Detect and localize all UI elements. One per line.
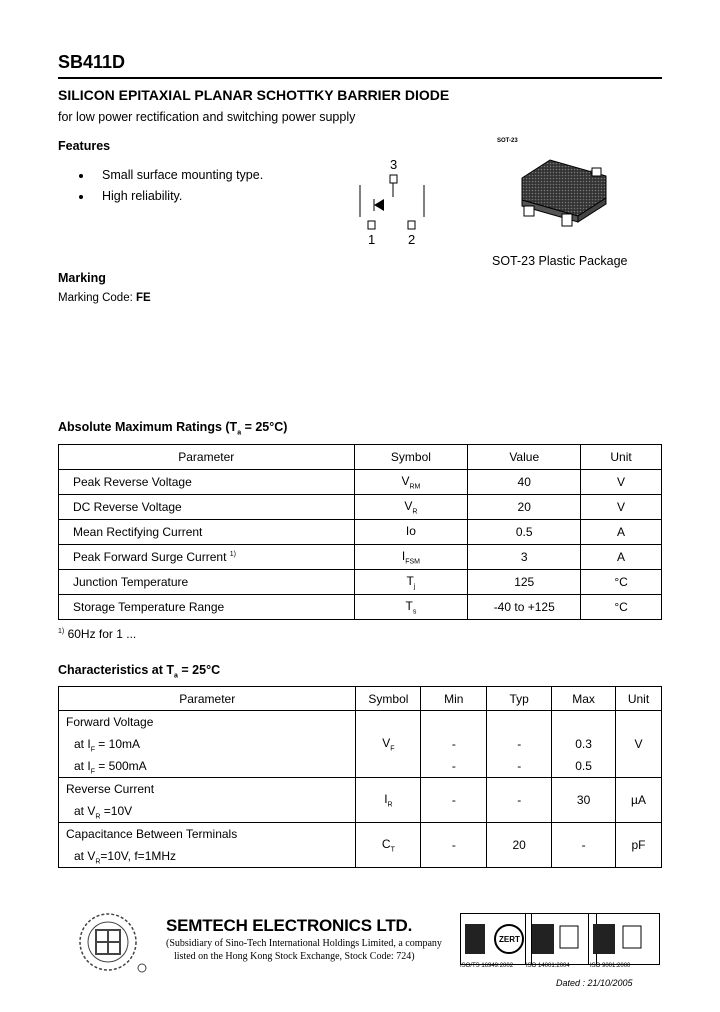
feature-text: Small surface mounting type. — [102, 168, 264, 182]
bullet-icon — [79, 195, 83, 199]
company-logo-icon — [74, 910, 150, 976]
table-row: DC Reverse Voltage $V_R$ 20 V — [59, 495, 662, 520]
pin3-label: 3 — [390, 157, 398, 172]
diode-symbol-icon — [374, 199, 384, 211]
company-subsidiary-line: (Subsidiary of Sino-Tech International Holdings Limited, a company — [166, 938, 442, 949]
company-name: SEMTECH ELECTRONICS LTD. — [166, 916, 413, 935]
dated-label: Dated : 21/10/2005 — [556, 978, 633, 988]
marking-code-value: FE — [135, 292, 151, 304]
certification-logo-icon — [525, 913, 597, 965]
sot23-package-image — [510, 150, 620, 235]
package-label: SOT-23 — [497, 138, 518, 144]
marking-code — [58, 292, 151, 304]
certification-logo-icon — [460, 913, 532, 965]
table-header-row: Parameter Symbol Min Typ Max Unit — [59, 687, 662, 711]
abs-max-heading: Absolute Maximum Ratings $(T_a = 25^\circ C)$ — [58, 420, 288, 437]
title-divider — [58, 77, 662, 79]
part-number: SB411D — [58, 52, 126, 72]
diode-schematic — [350, 155, 440, 250]
company-listing-line: listed on the Hong Kong Stock Exchange, Stock Code: 724) — [174, 951, 415, 962]
page-title: SILICON EPITAXIAL PLANAR SCHOTTKY BARRIER DIODE — [58, 87, 450, 103]
pin1-label: 1 — [368, 232, 376, 247]
marking-heading: Marking — [58, 271, 106, 285]
abs-max-table — [58, 444, 662, 620]
table-row: Storage Temperature Range $T_s$ -40 to +125 °C — [59, 595, 662, 620]
cert-id: ISO 14001:2004 — [526, 963, 570, 969]
feature-item — [102, 168, 263, 182]
certification-logo-icon — [588, 913, 660, 965]
table-header-row: Parameter Symbol Value Unit — [59, 445, 662, 470]
pin2-label: 2 — [408, 232, 416, 247]
table-row: Peak Reverse Voltage $V_{RM}$ 40 V — [59, 470, 662, 495]
page-subtitle: for low power rectification and switching power supply — [58, 110, 356, 124]
table-row: Peak Forward Surge Current $^{1)}$ $I_{FSM}$ 3 A — [59, 545, 662, 570]
footnote: $^{1)}$ 60Hz for 1 ... — [58, 627, 137, 641]
table-row: Junction Temperature $T_j$ 125 °C — [59, 570, 662, 595]
package-caption: SOT-23 Plastic Package — [492, 254, 628, 268]
characteristics-table — [58, 686, 662, 868]
table-row: Forward Voltage at $I_F = 10mA$ at $I_F = 500mA$ $V_F$ - - - - 0.3 0.5 V — [59, 711, 662, 778]
table-row: Capacitance Between Terminals at $V_R=10V$, f=1MHz $C_T$ - 20 - pF — [59, 823, 662, 868]
svg-text:ZERT: ZERT — [499, 935, 520, 944]
features-heading: Features — [58, 139, 111, 153]
table-row: Mean Rectifying Current Io 0.5 A — [59, 520, 662, 545]
feature-text: High reliability. — [102, 189, 183, 203]
cert-id: ISO 9001:2000 — [590, 963, 631, 969]
marking-code-label: Marking Code: — [58, 292, 136, 304]
characteristics-heading: Characteristics at $T_a = 25^\circ C$ — [58, 663, 221, 680]
svg-text:3: 3 — [590, 170, 593, 176]
bullet-icon — [79, 174, 83, 178]
feature-item — [102, 189, 182, 203]
table-row: Reverse Current at $V_R =10V$ $I_R$ - - 30 µA — [59, 778, 662, 823]
cert-id: ISO/TS 16949:2002 — [460, 963, 514, 969]
